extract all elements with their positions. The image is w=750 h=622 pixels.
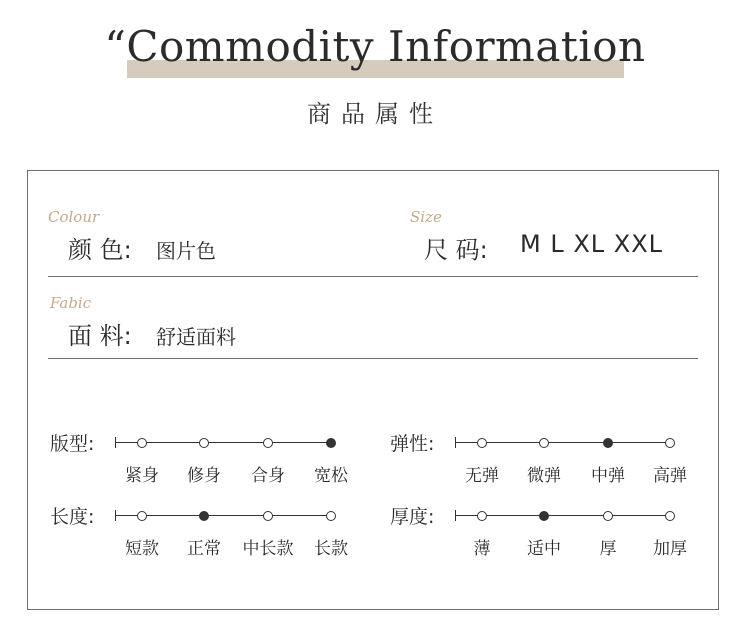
scale-dot-thickness-3	[603, 511, 613, 521]
size-script-label: Size	[410, 208, 442, 226]
scale-option-fit-3: 合身	[251, 466, 285, 486]
size-value: M L XL XXL	[520, 230, 664, 258]
page-title: “Commodity Information	[104, 22, 646, 71]
page-subtitle: 商品属性	[307, 100, 443, 128]
scale-dot-fit-1	[137, 438, 147, 448]
colour-value: 图片色	[156, 239, 216, 263]
scale-option-elasticity-2: 微弹	[527, 466, 561, 486]
scale-option-thickness-4: 加厚	[653, 539, 687, 559]
scale-dot-length-1	[137, 511, 147, 521]
scale-dot-length-2-selected	[199, 511, 209, 521]
colour-label: 颜 色:	[68, 236, 132, 264]
scale-track-thickness	[455, 515, 670, 516]
scale-dot-length-4	[326, 511, 336, 521]
fabric-label: 面 料:	[68, 322, 132, 350]
scale-dot-thickness-2-selected	[539, 511, 549, 521]
scale-dot-thickness-4	[665, 511, 675, 521]
scale-dot-elasticity-4	[665, 438, 675, 448]
scale-option-elasticity-4: 高弹	[653, 466, 687, 486]
scale-dot-elasticity-2	[539, 438, 549, 448]
scale-dot-fit-3	[263, 438, 273, 448]
scale-dot-thickness-1	[477, 511, 487, 521]
scale-dot-elasticity-3-selected	[603, 438, 613, 448]
scale-option-elasticity-3: 中弹	[591, 466, 625, 486]
scale-label-length: 长度:	[50, 506, 95, 528]
scale-label-elasticity: 弹性:	[390, 433, 435, 455]
scale-label-thickness: 厚度:	[390, 506, 435, 528]
scale-dot-length-3	[263, 511, 273, 521]
scale-track-length	[115, 515, 331, 516]
size-label: 尺 码:	[424, 236, 488, 264]
scale-option-thickness-1: 薄	[473, 539, 491, 559]
scale-option-length-4: 长款	[314, 539, 348, 559]
divider-1	[48, 276, 698, 277]
scale-track-elasticity	[455, 442, 670, 443]
scale-dot-fit-4-selected	[326, 438, 336, 448]
scale-option-length-2: 正常	[187, 539, 221, 559]
divider-2	[48, 358, 698, 359]
colour-script-label: Colour	[48, 208, 100, 226]
scale-option-fit-4: 宽松	[314, 466, 348, 486]
scale-option-length-1: 短款	[125, 539, 159, 559]
scale-option-fit-2: 修身	[187, 466, 221, 486]
scale-option-thickness-3: 厚	[599, 539, 617, 559]
scale-label-fit: 版型:	[50, 433, 95, 455]
scale-track-fit	[115, 442, 331, 443]
fabric-value: 舒适面料	[156, 325, 236, 349]
scale-option-fit-1: 紧身	[125, 466, 159, 486]
scale-option-elasticity-1: 无弹	[465, 466, 499, 486]
scale-option-length-3: 中长款	[242, 539, 294, 559]
scale-dot-elasticity-1	[477, 438, 487, 448]
scale-dot-fit-2	[199, 438, 209, 448]
scale-option-thickness-2: 适中	[527, 539, 561, 559]
fabric-script-label: Fabic	[50, 294, 92, 312]
